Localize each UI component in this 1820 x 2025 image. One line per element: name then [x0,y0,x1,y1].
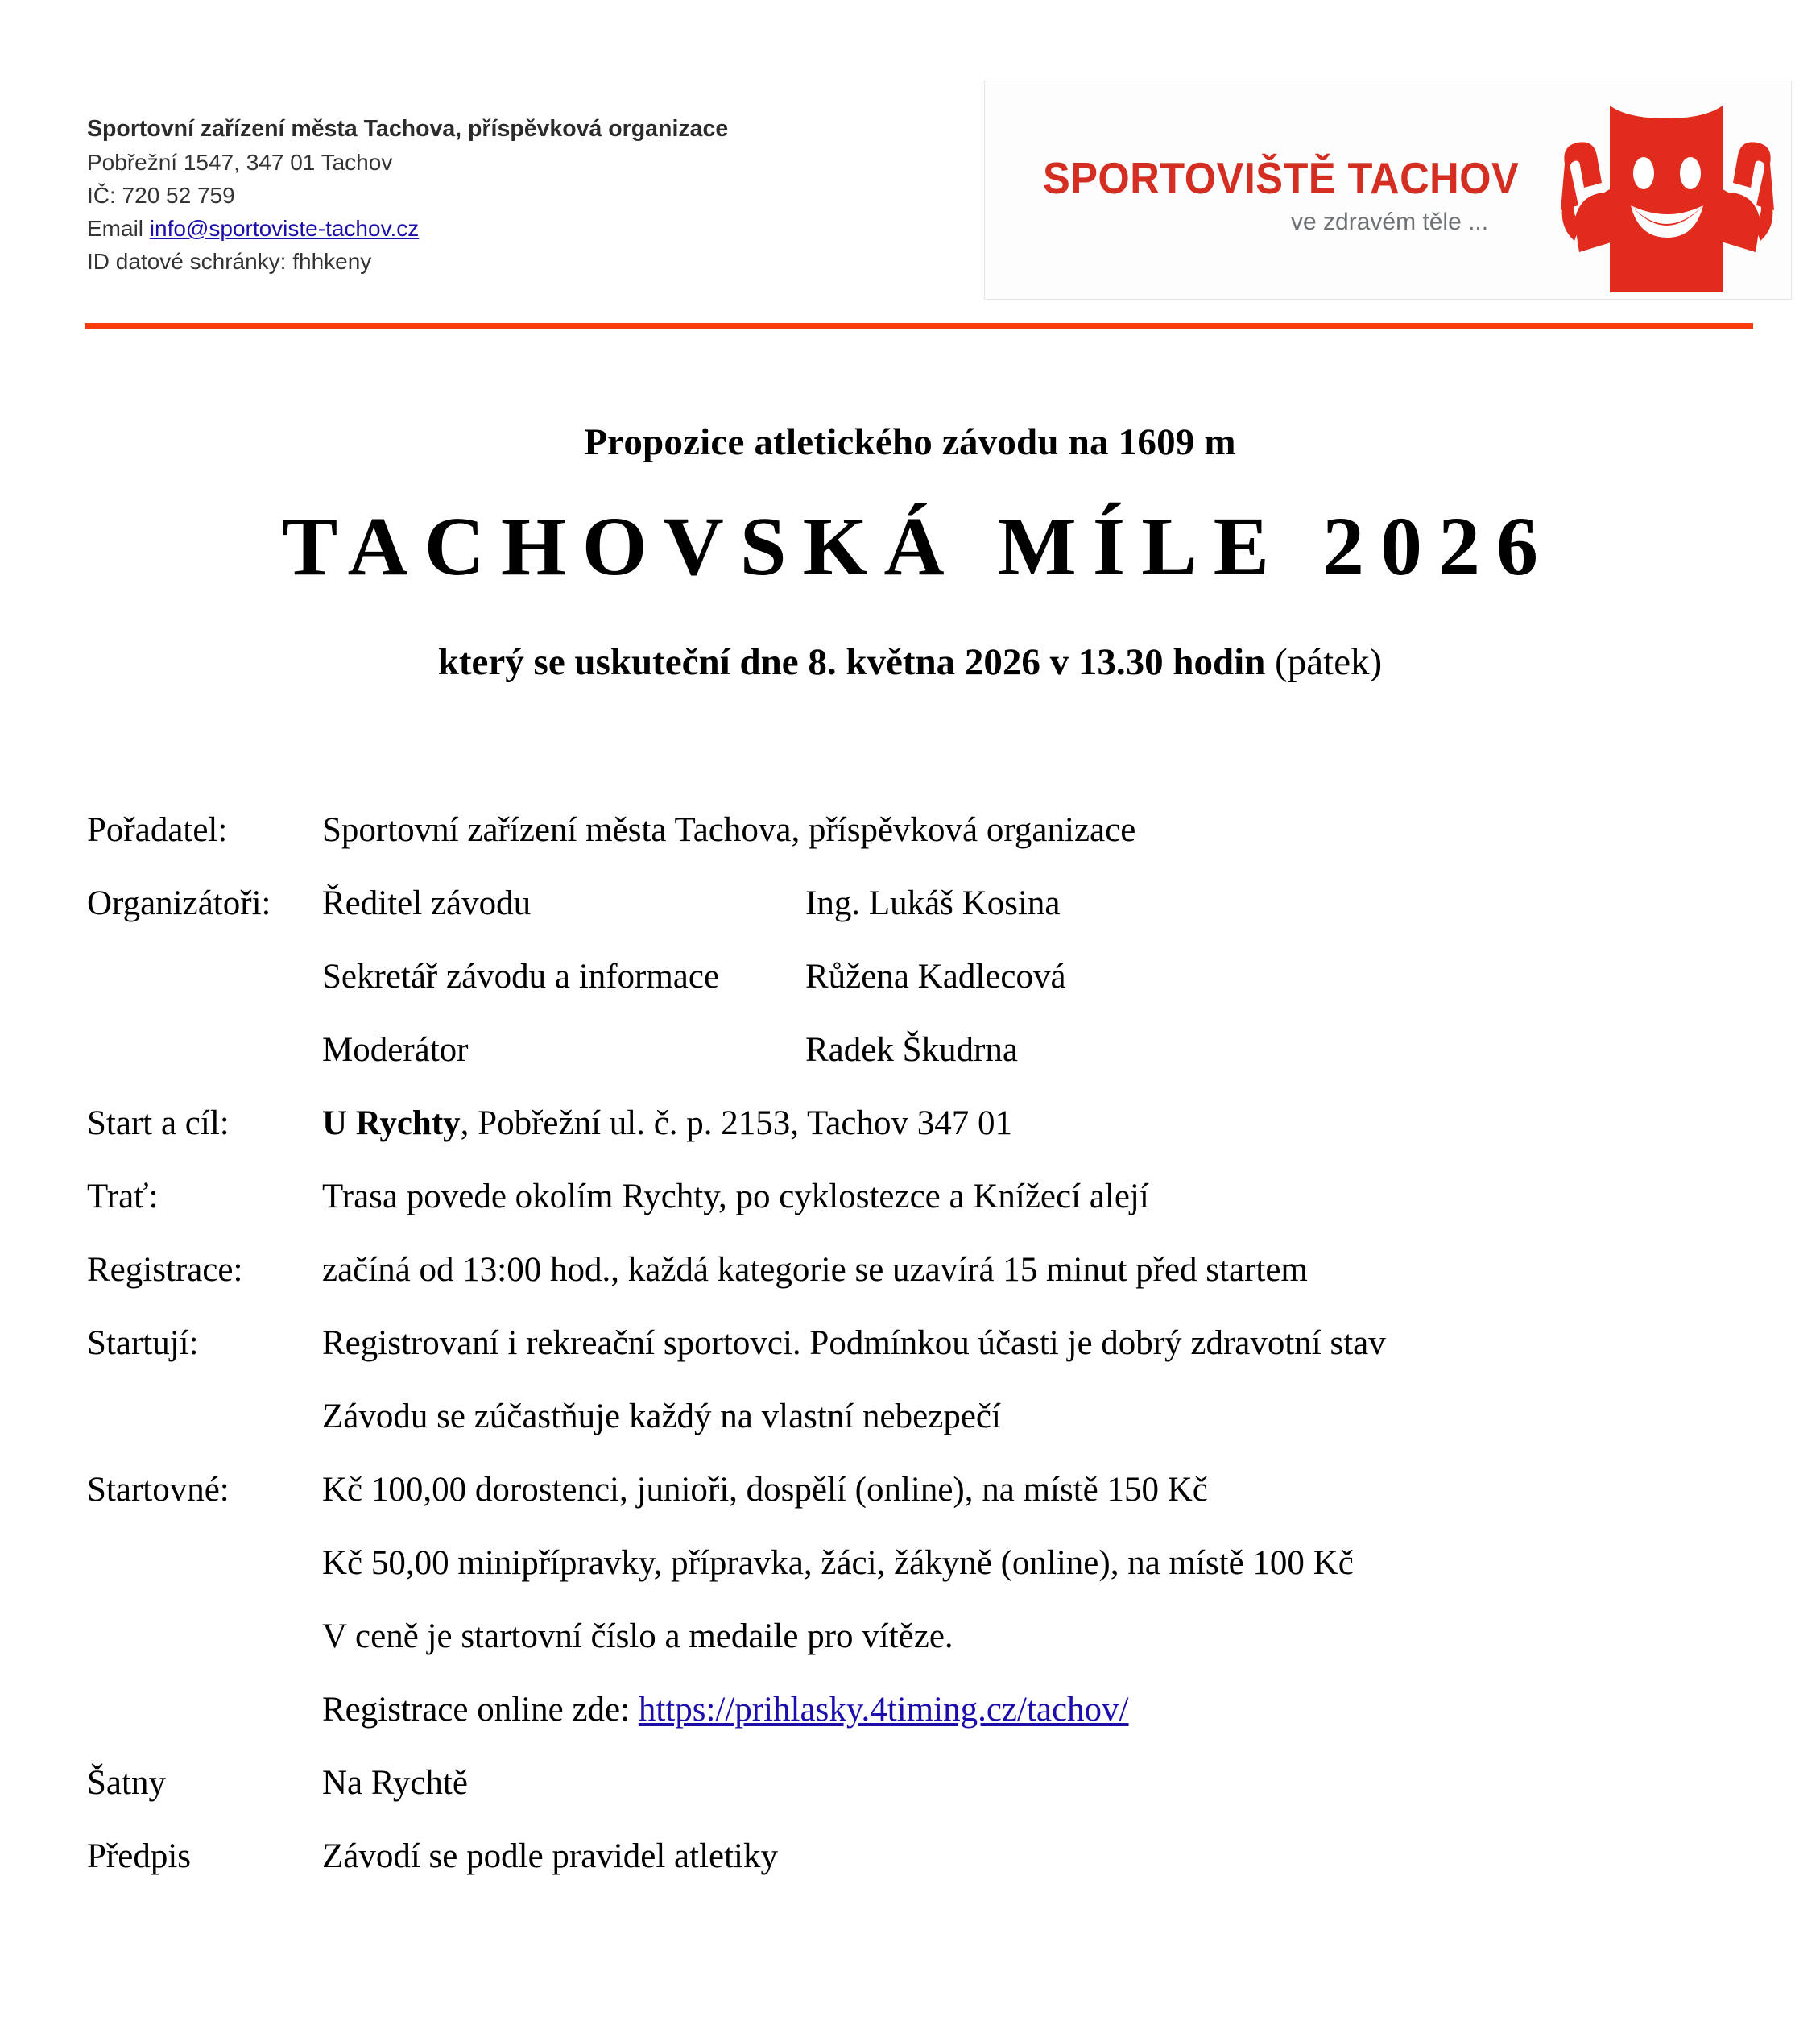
detail-row-startovne-note [0,1600,1820,1673]
strongman-mascot-icon [1557,99,1778,296]
event-date-line [0,640,1820,684]
row-value: začíná od 13:00 hod., každá kategorie se uzavírá 15 minut před startem [322,1251,1308,1289]
page-title: TACHOVSKÁ MÍLE 2026 [282,500,1554,593]
venue-address: , Pobřežní ul. č. p. 2153, Tachov 347 01 [460,1104,1012,1142]
detail-row-startuji-note [0,1380,1820,1453]
row-label: Předpis [87,1837,191,1875]
detail-row-registrace-online [0,1673,1820,1746]
registration-prefix: Registrace online zde: [322,1691,639,1729]
row-label: Registrace: [87,1251,243,1289]
detail-row-trat [0,1160,1820,1233]
email-link[interactable]: info@sportoviste-tachov.cz [149,216,420,241]
email-label: Email [87,216,150,241]
row-value: Moderátor [322,1031,469,1069]
detail-row-startovne [0,1453,1820,1526]
logo-card [984,81,1792,300]
row-value [322,1673,1129,1746]
document-subtitle-top: Propozice atletického závodu na 1609 m [584,421,1236,463]
row-value: Sportovní zařízení města Tachova, příspěvková organizace [322,811,1136,849]
row-value: Závodu se zúčastňuje každý na vlastní nebezpečí [322,1398,1001,1435]
detail-row-predpis [0,1820,1820,1893]
organizer-email-line [87,212,728,245]
registration-link[interactable]: https://prihlasky.4timing.cz/tachov/ [638,1691,1129,1729]
row-label: Startovné: [87,1471,230,1509]
row-value [322,1087,1012,1160]
row-label: Start a cíl: [87,1104,230,1142]
row-label: Organizátoři: [87,884,271,922]
detail-row-satny [0,1746,1820,1820]
details-list [0,793,1820,1893]
detail-row-sekretar [0,940,1820,1013]
detail-row-startuji [0,1307,1820,1380]
detail-row-startovne-deti [0,1526,1820,1600]
row-label: Trať: [87,1178,159,1215]
organizer-ico: IČ: 720 52 759 [87,183,235,208]
venue-name: U Rychty [322,1104,461,1142]
organizer-databox: ID datové schránky: fhhkeny [87,249,372,274]
detail-row-moderator [0,1013,1820,1087]
row-value-secondary: Ing. Lukáš Kosina [805,884,1061,922]
row-value: Kč 100,00 dorostenci, junioři, dospělí (online), na místě 150 Kč [322,1471,1208,1509]
row-value: V ceně je startovní číslo a medaile pro vítěze. [322,1617,953,1655]
row-value-secondary: Radek Škudrna [805,1031,1018,1069]
organizer-name: Sportovní zařízení města Tachova, příspěvková organizace [87,116,729,142]
header-divider-rule [85,323,1753,329]
row-value: Závodí se podle pravidel atletiky [322,1837,778,1875]
row-value: Na Rychtě [322,1764,468,1802]
row-value: Kč 50,00 minipřípravky, přípravka, žáci, žákyně (online), na místě 100 Kč [322,1544,1354,1582]
row-value-secondary: Růžena Kadlecová [805,958,1066,996]
logo-tagline: ve zdravém těle ... [1291,209,1489,235]
detail-row-start-cil [0,1087,1820,1160]
event-date-weekday: (pátek) [1265,641,1383,683]
row-value: Ředitel závodu [322,884,532,922]
row-label: Startují: [87,1324,199,1362]
row-value: Trasa povede okolím Rychty, po cyklostezce a Knížecí alejí [322,1178,1149,1215]
row-value: Registrovaní i rekreační sportovci. Podmínkou účasti je dobrý zdravotní stav [322,1324,1386,1362]
logo-wordmark: SPORTOVIŠTĚ TACHOV [1043,153,1520,203]
document-header [0,0,1820,322]
row-label: Šatny [87,1764,166,1802]
row-label: Pořadatel: [87,811,228,849]
event-date-bold: který se uskuteční dne 8. května 2026 v 13.30 hodin [437,641,1266,683]
organizer-contact-block [87,113,728,278]
detail-row-registrace [0,1233,1820,1307]
organizer-address: Pobřežní 1547, 347 01 Tachov [87,150,393,175]
detail-row-organizatori [0,867,1820,940]
detail-row-poradatel [0,793,1820,867]
row-value: Sekretář závodu a informace [322,958,720,996]
